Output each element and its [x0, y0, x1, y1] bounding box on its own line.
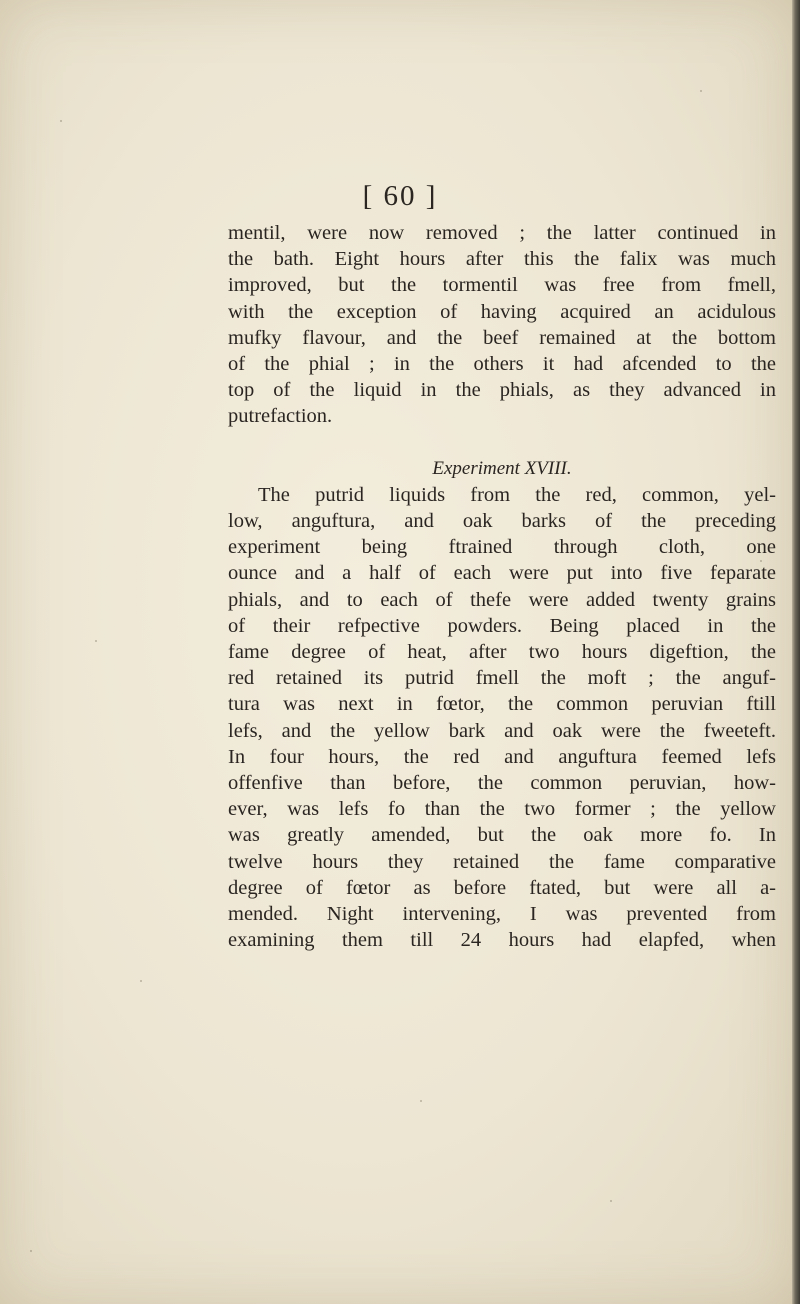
- text-line: mufky flavour, and the beef remained at the bottom: [228, 326, 776, 349]
- text-line: was greatly amended, but the oak more fo. In: [228, 824, 776, 847]
- paragraph-1: [228, 220, 776, 430]
- text-line: fame degree of heat, after two hours digeftion, the: [228, 641, 776, 663]
- section-heading: Experiment XVIII.: [432, 457, 572, 479]
- text-line: degree of fœtor as before ftated, but were all a-: [228, 876, 776, 899]
- text-line: low, anguftura, and oak barks of the preceding: [228, 510, 776, 533]
- text-line: of their refpective powders. Being placed in the: [228, 614, 776, 637]
- paragraph-2: [228, 482, 776, 953]
- text-line: putrefaction.: [228, 405, 333, 428]
- page-number: [ 60 ]: [362, 180, 438, 212]
- page-text: [228, 220, 776, 953]
- text-line: top of the liquid in the phials, as they advanced in: [228, 379, 776, 402]
- text-line: The putrid liquids from the red, common, yel-: [258, 483, 776, 506]
- page-edge-shadow: [792, 0, 800, 1304]
- text-line: the bath. Eight hours after this the falix was much: [228, 248, 776, 271]
- text-line: with the exception of having acquired an acidulous: [228, 300, 776, 323]
- text-line: tura was next in fœtor, the common peruvian ftill: [228, 693, 776, 716]
- text-line: of the phial ; in the others it had afcended to the: [228, 352, 776, 375]
- text-line: ounce and a half of each were put into five feparate: [228, 562, 776, 585]
- text-line: In four hours, the red and anguftura feemed lefs: [228, 745, 776, 768]
- text-line: ever, was lefs fo than the two former ; the yellow: [228, 798, 776, 821]
- text-line: phials, and to each of thefe were added twenty grains: [228, 588, 776, 611]
- text-line: examining them till 24 hours had elapfed, when: [228, 929, 776, 952]
- text-line: offenfive than before, the common peruvian, how-: [228, 771, 776, 794]
- paragraph-gap: [228, 430, 776, 456]
- text-line: lefs, and the yellow bark and oak were the fweeteft.: [228, 719, 776, 742]
- text-line: red retained its putrid fmell the moft ; the anguf-: [228, 667, 776, 690]
- text-line: mentil, were now removed ; the latter continued in: [228, 222, 776, 244]
- text-line: experiment being ftrained through cloth, one: [228, 536, 776, 559]
- text-line: twelve hours they retained the fame comparative: [228, 850, 776, 873]
- text-line: improved, but the tormentil was free from fmell,: [228, 274, 776, 297]
- text-line: mended. Night intervening, I was prevented from: [228, 902, 776, 925]
